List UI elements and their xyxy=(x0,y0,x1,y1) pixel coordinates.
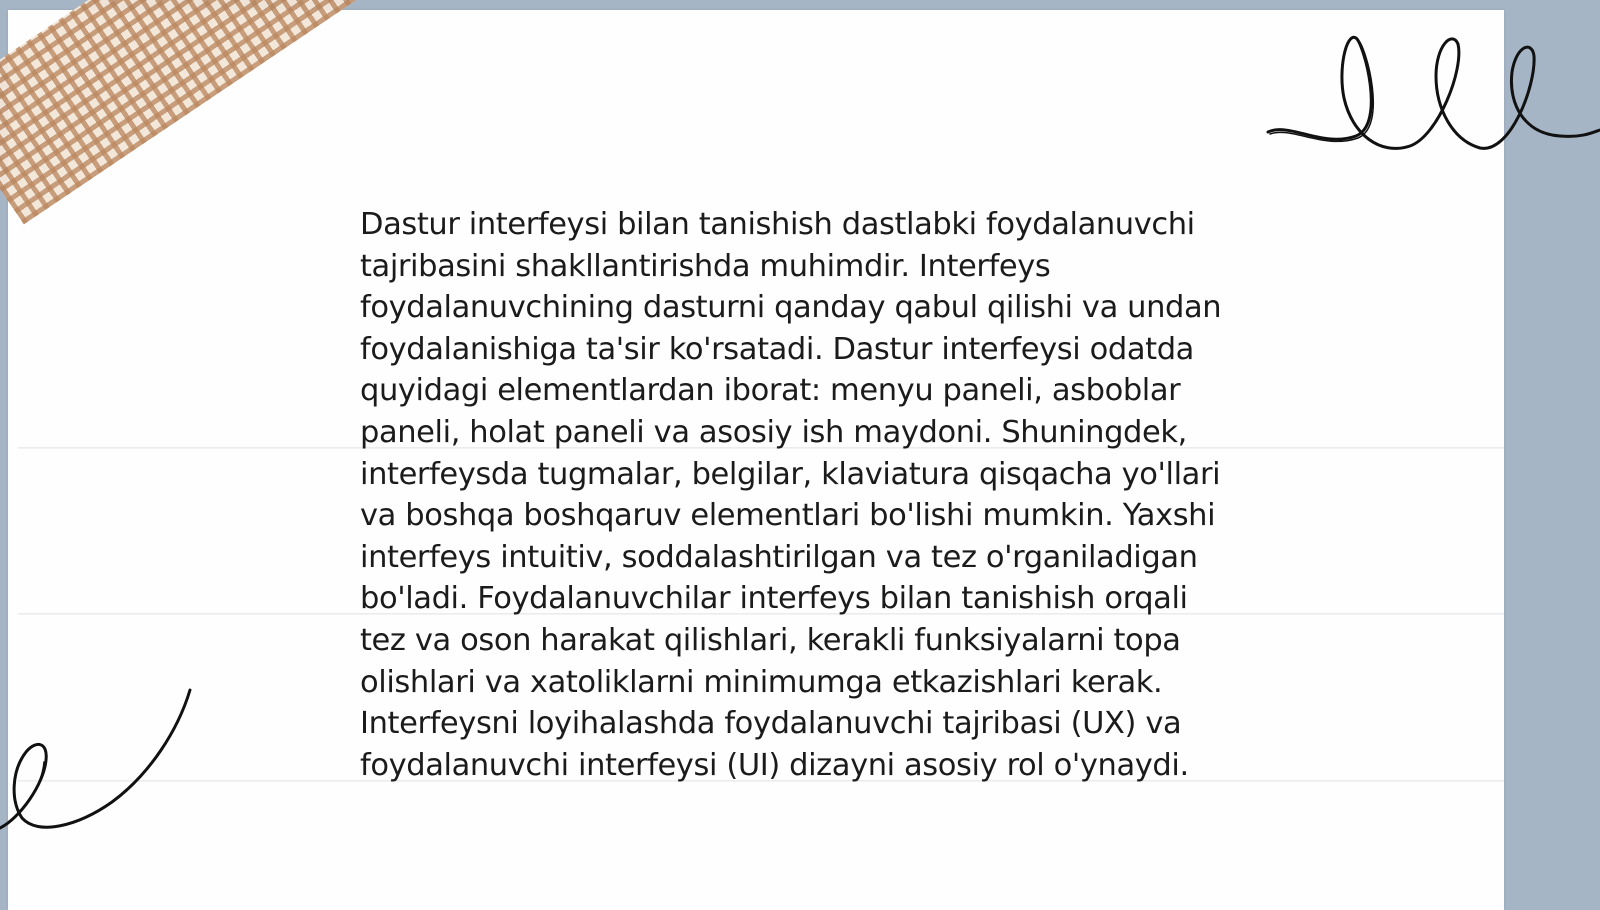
checkmark-scribble-icon xyxy=(0,690,200,850)
loop-scribble-icon xyxy=(1260,30,1600,170)
body-paragraph: Dastur interfeysi bilan tanishish dastlabki foydalanuvchi tajribasini shakllantirishda muhimdir. Interfeys foydalanuvchining dasturni qanday qabul qilishi va undan foydalanishiga ta'sir ko'rsatadi. Dastur interfeysi odatda quyidagi elementlardan iborat: menyu paneli, asboblar paneli, holat paneli va asosiy ish maydoni. Shuningdek, interfeysda tugmalar, belgilar, klaviatura qisqacha yo'llari va boshqa boshqaruv elementlari bo'lishi mumkin. Yaxshi interfeys intuitiv, soddalashtirilgan va tez o'rganiladigan bo'ladi. Foydalanuvchilar interfeys bilan tanishish orqali tez va oson harakat qilishlari, kerakli funksiyalarni topa olishlari va xatoliklarni minimumga etkazishlari kerak. Interfeysni loyihalashda foydalanuvchi tajribasi (UX) va foydalanuvchi interfeysi (UI) dizayni asosiy rol o'ynaydi. xyxy=(360,207,1222,783)
